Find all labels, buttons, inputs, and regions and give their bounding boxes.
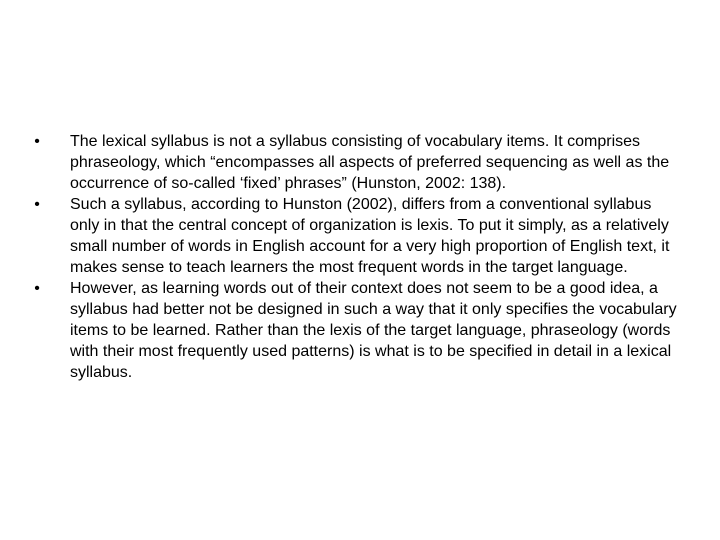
bullet-dot-icon: • xyxy=(34,196,40,213)
bullet-item-lexical-syllabus xyxy=(30,131,680,194)
bullet-dot-icon: • xyxy=(34,133,40,150)
bullet-list xyxy=(30,131,680,383)
bullet-item-hunston-syllabus xyxy=(30,194,680,278)
bullet-item-phraseology xyxy=(30,278,680,383)
bullet-dot-icon: • xyxy=(34,280,40,297)
bullet-text: The lexical syllabus is not a syllabus consisting of vocabulary items. It comprises phraseology, which “encompasses all aspects of preferred sequencing as well as the occurrence of so-called ‘fixed’ phrases” (Hunston, 2002: 138). xyxy=(70,133,670,192)
bullet-text: Such a syllabus, according to Hunston (2002), differs from a conventional syllabus only in that the central concept of organization is lexis. To put it simply, as a relatively small number of words in English account for a very high proportion of English text, it makes sense to teach learners the most frequent words in the target language. xyxy=(70,196,670,276)
bullet-text: However, as learning words out of their context does not seem to be a good idea, a syllabus had better not be designed in such a way that it only specifies the vocabulary items to be learned. Rather than the lexis of the target language, phraseology (words with their most frequently used patterns) is what is to be specified in detail in a lexical syllabus. xyxy=(70,280,677,381)
